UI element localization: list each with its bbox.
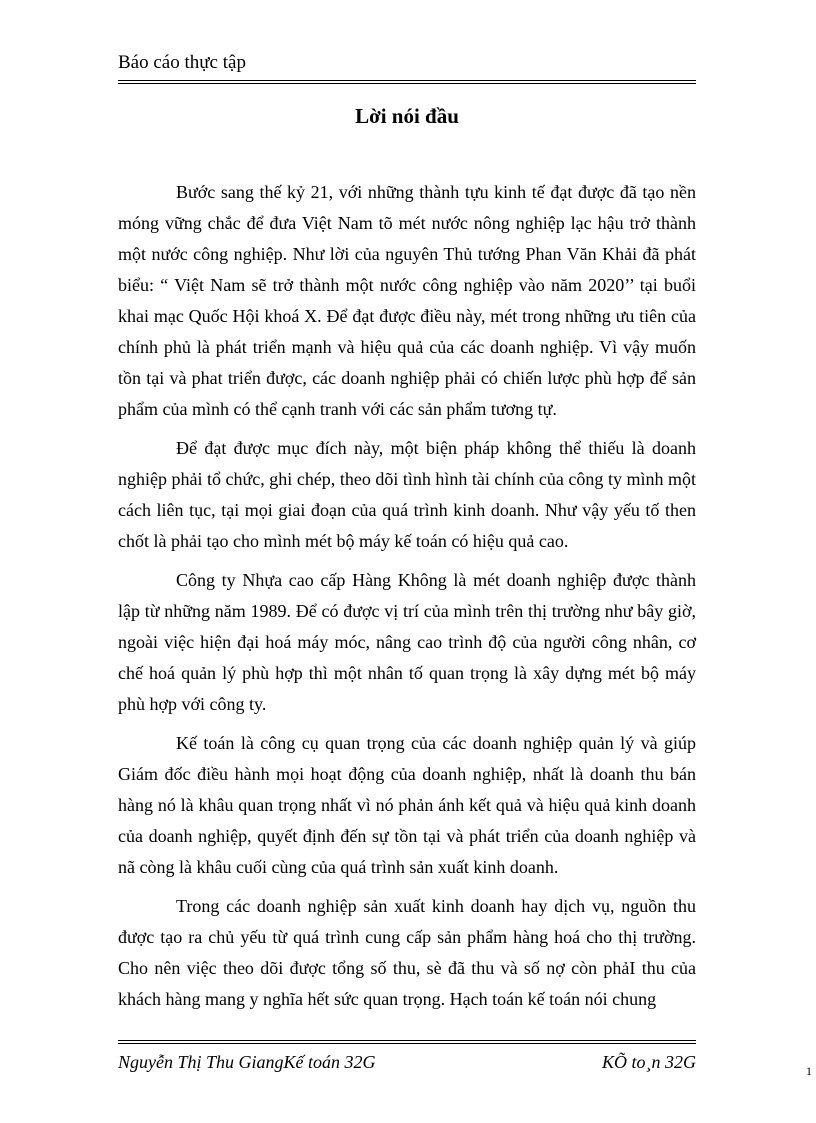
page-header (118, 50, 696, 81)
page-edge-mark: 1 (806, 1064, 812, 1078)
footer-double-rule (118, 1040, 696, 1044)
header-double-rule (118, 80, 696, 84)
body-paragraph-4: Kế toán là công cụ quan trọng của các doanh nghiệp quản lý và giúp Giám đốc điều hành mọi hoạt động của doanh nghiệp, nhất là doanh thu bán hàng nó là khâu quan trọng nhất vì nó phản ánh kết quả và hiệu quả kinh doanh của doanh nghiệp, quyết định đến sự tồn tại và phát triển của doanh nghiệp và nã còng là khâu cuối cùng của quá trình sản xuất kinh doanh. (118, 733, 696, 877)
page-title: Lời nói đầu (355, 104, 459, 128)
header-text: Báo cáo thực tập (118, 52, 246, 73)
footer-author: Nguyễn Thị Thu GiangKế toán 32G (118, 1052, 376, 1072)
document-body (118, 177, 696, 1015)
body-paragraph-3: Công ty Nhựa cao cấp Hàng Không là mét doanh nghiệp được thành lập từ những năm 1989. Để có được vị trí của mình trên thị trường như bây giờ, ngoài việc hiện đại hoá máy móc, nâng cao trình độ của người công nhân, cơ chế hoá quản lý phù hợp thì một nhân tố quan trọng là xây dựng mét bộ máy phù hợp với công ty. (118, 570, 696, 714)
footer-class: KÕ to¸n 32G (602, 1052, 696, 1072)
body-paragraph-2: Để đạt được mục đích này, một biện pháp không thể thiếu là doanh nghiệp phải tổ chức, ghi chép, theo dõi tình hình tài chính của công ty mình một cách liên tục, tại mọi giai đoạn của quá trình kinh doanh. Như vậy yếu tố then chốt là phải tạo cho mình mét bộ máy kế toán có hiệu quả cao. (118, 438, 696, 551)
body-paragraph-1: Bước sang thế kỷ 21, với những thành tựu kinh tế đạt được đã tạo nền móng vững chắc để đưa Việt Nam tõ mét nước nông nghiệp lạc hậu trở thành một nước công nghiệp. Như lời của nguyên Thủ tướng Phan Văn Khải đã phát biểu: “ Việt Nam sẽ trở thành một nước công nghiệp vào năm 2020’’ tại buổi khai mạc Quốc Hội khoá X. Để đạt được điều này, mét trong những ưu tiên của chính phủ là phát triển mạnh và hiệu quả của các doanh nghiệp. Vì vậy muốn tồn tại và phat triển được, các doanh nghiệp phải có chiến lược phù hợp để sản phẩm của mình có thể cạnh tranh với các sản phẩm tương tự. (118, 182, 696, 419)
body-paragraph-5: Trong các doanh nghiệp sản xuất kinh doanh hay dịch vụ, nguồn thu được tạo ra chủ yếu từ quá trình cung cấp sản phẩm hàng hoá cho thị trường. Cho nên việc theo dõi được tổng số thu, sè đã thu và số nợ còn phảI thu của khách hàng mang y nghĩa hết sức quan trọng. Hạch toán kế toán nói chung (118, 896, 696, 1009)
